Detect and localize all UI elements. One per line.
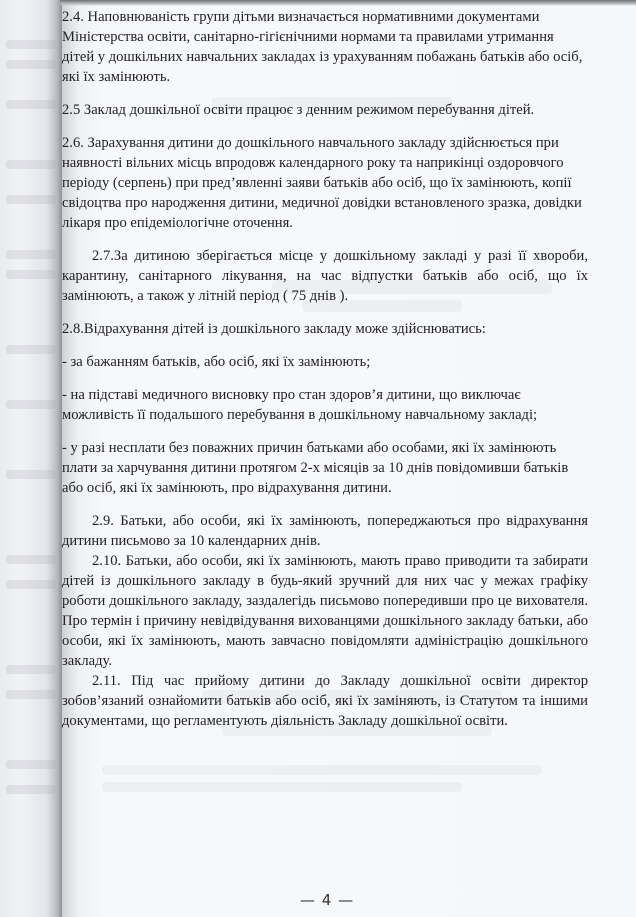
adjacent-page-ghost-line [6, 690, 56, 699]
paragraph-2-4: 2.4. Наповнюваність групи дітьми визначається нормативними документами Міністерства освіти, санітарно-гігієнічними нормами та правилами утримання дітей у дошкільних навчальних закладах із урахуванням побажань батьків або осіб, які їх замінюють. [62, 9, 583, 85]
adjacent-page-ghost-line [6, 470, 56, 479]
adjacent-page-ghost-line [6, 400, 56, 409]
adjacent-page-ghost-line [6, 785, 56, 794]
document-body [62, 0, 588, 731]
paragraph-2-8-item-1: - за бажанням батьків, або осіб, які їх замінюють; [62, 354, 371, 370]
paragraph-2-6: 2.6. Зарахування дитини до дошкільного навчального закладу здійснюється при наявності вільних місць впродовж календарного року та наприкінці оздоровчого періоду (серпень) при пред’явленні заяви батьків або осіб, що їх замінюють, копії свідоцтва про народження дитини, медичної довідки встановленого зразка, довідки лікаря про епідеміологічне оточення. [62, 135, 582, 231]
paragraph-2-8: 2.8.Відрахування дітей із дошкільного закладу може здійснюватись: [62, 321, 486, 337]
paragraph-2-9: 2.9. Батьки, або особи, які їх замінюють, попереджаються про відрахування дитини письмово за 10 календарних днів. [62, 513, 588, 549]
adjacent-page-ghost-line [6, 160, 56, 169]
adjacent-page-ghost-line [6, 345, 56, 354]
paragraph-2-8-item-3: - у разі несплати без поважних причин батьками або особами, які їх замінюють плати за харчування дитини протягом 2-х місяців за 10 днів повідомивши батьків або осіб, які їх замінюють, про відрахування дитини. [62, 440, 569, 496]
adjacent-page-ghost-line [6, 760, 56, 769]
adjacent-page-ghost-line [6, 60, 56, 69]
adjacent-page-ghost-line [6, 270, 56, 279]
adjacent-page-ghost-line [6, 580, 56, 589]
adjacent-page-ghost-line [6, 100, 56, 109]
paragraph-2-11: 2.11. Під час прийому дитини до Закладу дошкільної освіти директор зобов’язаний ознайомити батьків або осіб, які їх заміняють, із Статутом та іншими документами, що регламентують діяльність Закладу дошкільної освіти. [62, 673, 588, 729]
adjacent-page-ghost-line [6, 665, 56, 674]
paragraph-2-5: 2.5 Заклад дошкільної освіти працює з денним режимом перебування дітей. [62, 102, 535, 118]
adjacent-page-ghost-line [6, 555, 56, 564]
paragraph-2-8-item-2: - на підставі медичного висновку про стан здоров’я дитини, що виключає можливість її подальшого перебування в дошкільному навчальному закладі; [62, 387, 538, 423]
bleed-through-line [102, 765, 542, 775]
adjacent-page-ghost-line [6, 250, 56, 259]
paragraph-2-10: 2.10. Батьки, або особи, які їх замінюють, мають право приводити та забирати дітей із дошкільного закладу в будь-який зручний для них час у межах графіку роботи дошкільного закладу, заздалегідь письмово попередивши про це вихователя. Про термін і причину невідвідування вихованцями дошкільного закладу батьки, або особи, які їх замінюють, мають завчасно повідомляти адміністрацію дошкільного закладу. [62, 553, 588, 669]
page-number: — 4 — [300, 891, 355, 909]
adjacent-page-ghost-line [6, 195, 56, 204]
paragraph-2-7: 2.7.За дитиною зберігається місце у дошкільному закладі у разі її хвороби, карантину, санітарного лікування, на час відпустки батьків або осіб, що їх замінюють, а також у літній період ( 75 днів ). [62, 248, 588, 304]
bleed-through-line [102, 782, 462, 792]
adjacent-page-edge [0, 0, 62, 917]
adjacent-page-ghost-line [6, 40, 56, 49]
